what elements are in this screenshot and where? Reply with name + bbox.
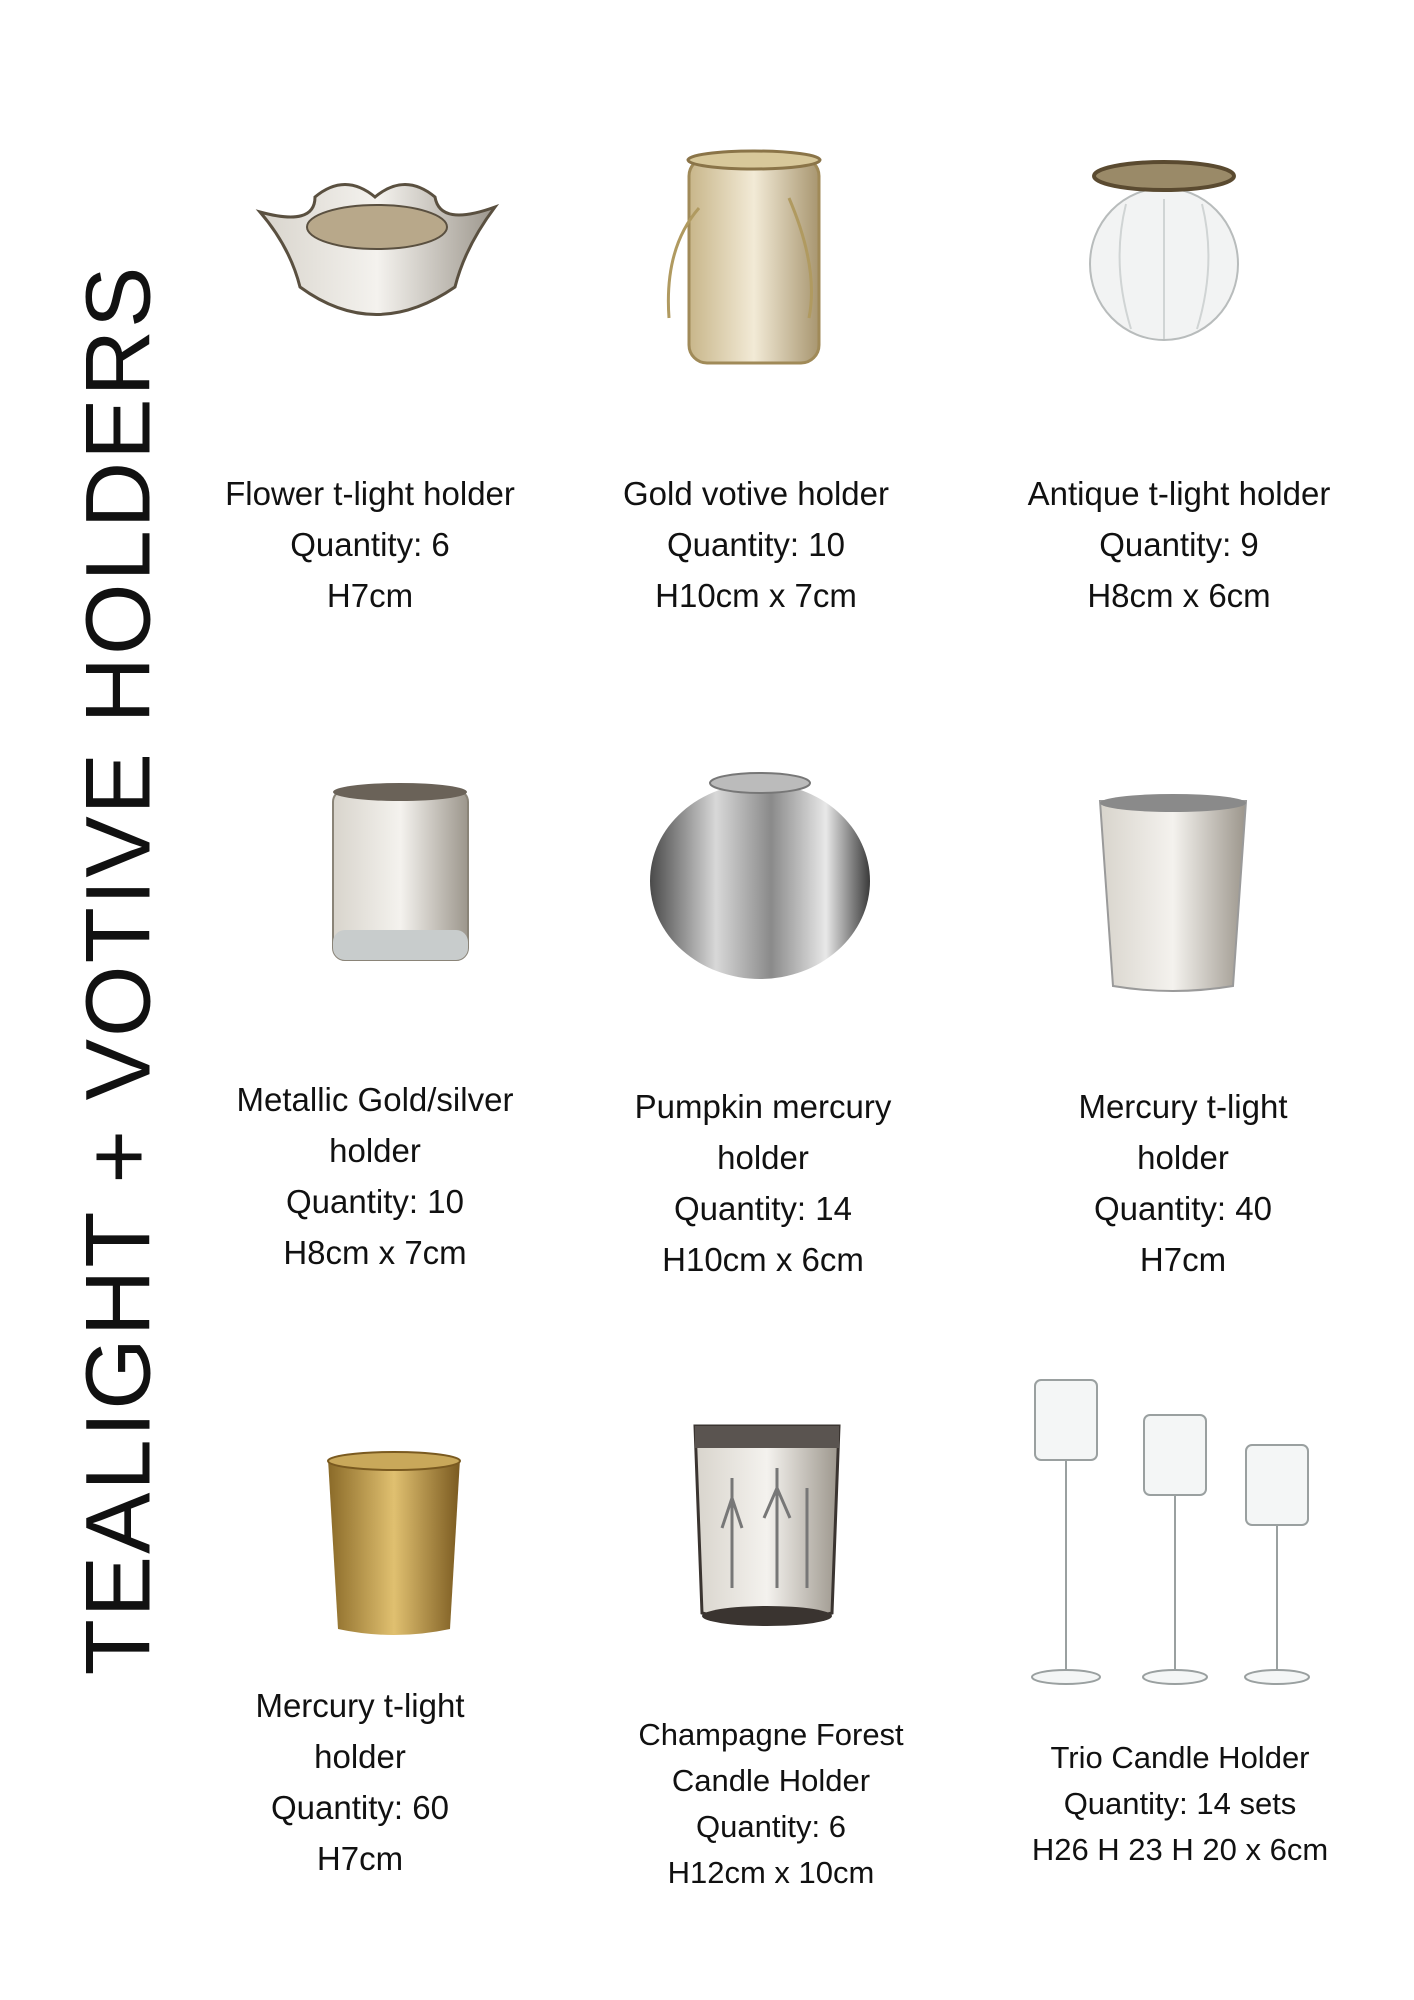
product-dimensions: H7cm xyxy=(1139,1241,1227,1278)
champagne-forest-candle-holder-image xyxy=(692,1418,842,1627)
product-name: Champagne Forest xyxy=(638,1717,904,1752)
product-caption-pumpkin-mercury-holder xyxy=(553,1081,973,1285)
product-dimensions: H8cm x 6cm xyxy=(1087,577,1271,614)
product-quantity: Quantity: 10 xyxy=(667,526,845,563)
product-name-cont: holder xyxy=(329,1132,421,1169)
pumpkin-mercury-holder-image xyxy=(647,769,874,982)
product-quantity: Quantity: 40 xyxy=(1094,1190,1272,1227)
mercury-tlight-holder-60-image xyxy=(325,1449,463,1639)
flower-tlight-holder-image xyxy=(255,167,499,328)
product-dimensions: H8cm x 7cm xyxy=(283,1234,467,1271)
mercury-tlight-holder-40-image xyxy=(1095,791,1251,996)
product-quantity: Quantity: 9 xyxy=(1099,526,1259,563)
product-quantity: Quantity: 60 xyxy=(271,1789,449,1826)
product-quantity: Quantity: 10 xyxy=(286,1183,464,1220)
product-quantity: Quantity: 6 xyxy=(290,526,450,563)
product-name: Antique t-light holder xyxy=(1027,475,1331,512)
product-caption-flower-tlight-holder xyxy=(160,468,580,621)
product-name: Pumpkin mercury xyxy=(634,1088,892,1125)
product-caption-gold-votive-holder xyxy=(546,468,966,621)
product-name: Metallic Gold/silver xyxy=(236,1081,514,1118)
product-caption-antique-tlight-holder xyxy=(969,468,1389,621)
product-name-cont: holder xyxy=(717,1139,809,1176)
product-quantity: Quantity: 14 sets xyxy=(1063,1786,1297,1821)
product-name: Flower t-light holder xyxy=(225,475,515,512)
product-caption-mercury-tlight-holder-60 xyxy=(150,1680,570,1884)
metallic-gold-silver-holder-image xyxy=(328,780,473,967)
product-quantity: Quantity: 6 xyxy=(696,1809,846,1844)
product-name: Trio Candle Holder xyxy=(1050,1740,1310,1775)
product-caption-champagne-forest-candle-holder xyxy=(561,1712,981,1896)
product-name-cont: holder xyxy=(1137,1139,1229,1176)
product-caption-metallic-gold-silver-holder xyxy=(165,1074,585,1278)
product-dimensions: H10cm x 6cm xyxy=(662,1241,864,1278)
product-dimensions: H10cm x 7cm xyxy=(655,577,857,614)
gold-votive-holder-image xyxy=(659,148,833,370)
product-dimensions: H26 H 23 H 20 x 6cm xyxy=(1031,1832,1329,1867)
product-caption-trio-candle-holder xyxy=(970,1735,1390,1873)
product-name-cont: holder xyxy=(314,1738,406,1775)
product-name: Gold votive holder xyxy=(623,475,889,512)
page-title: TEALIGHT + VOTIVE HOLDERS xyxy=(67,264,170,1676)
product-caption-mercury-tlight-holder-40 xyxy=(973,1081,1393,1285)
antique-tlight-holder-image xyxy=(1086,154,1243,342)
product-quantity: Quantity: 14 xyxy=(674,1190,852,1227)
product-name-cont: Candle Holder xyxy=(671,1763,871,1798)
product-dimensions: H7cm xyxy=(326,577,414,614)
product-dimensions: H7cm xyxy=(316,1840,404,1877)
product-name: Mercury t-light xyxy=(1078,1088,1288,1125)
product-name: Mercury t-light xyxy=(255,1687,465,1724)
trio-candle-holder-image xyxy=(1028,1375,1324,1690)
product-dimensions: H12cm x 10cm xyxy=(667,1855,875,1890)
